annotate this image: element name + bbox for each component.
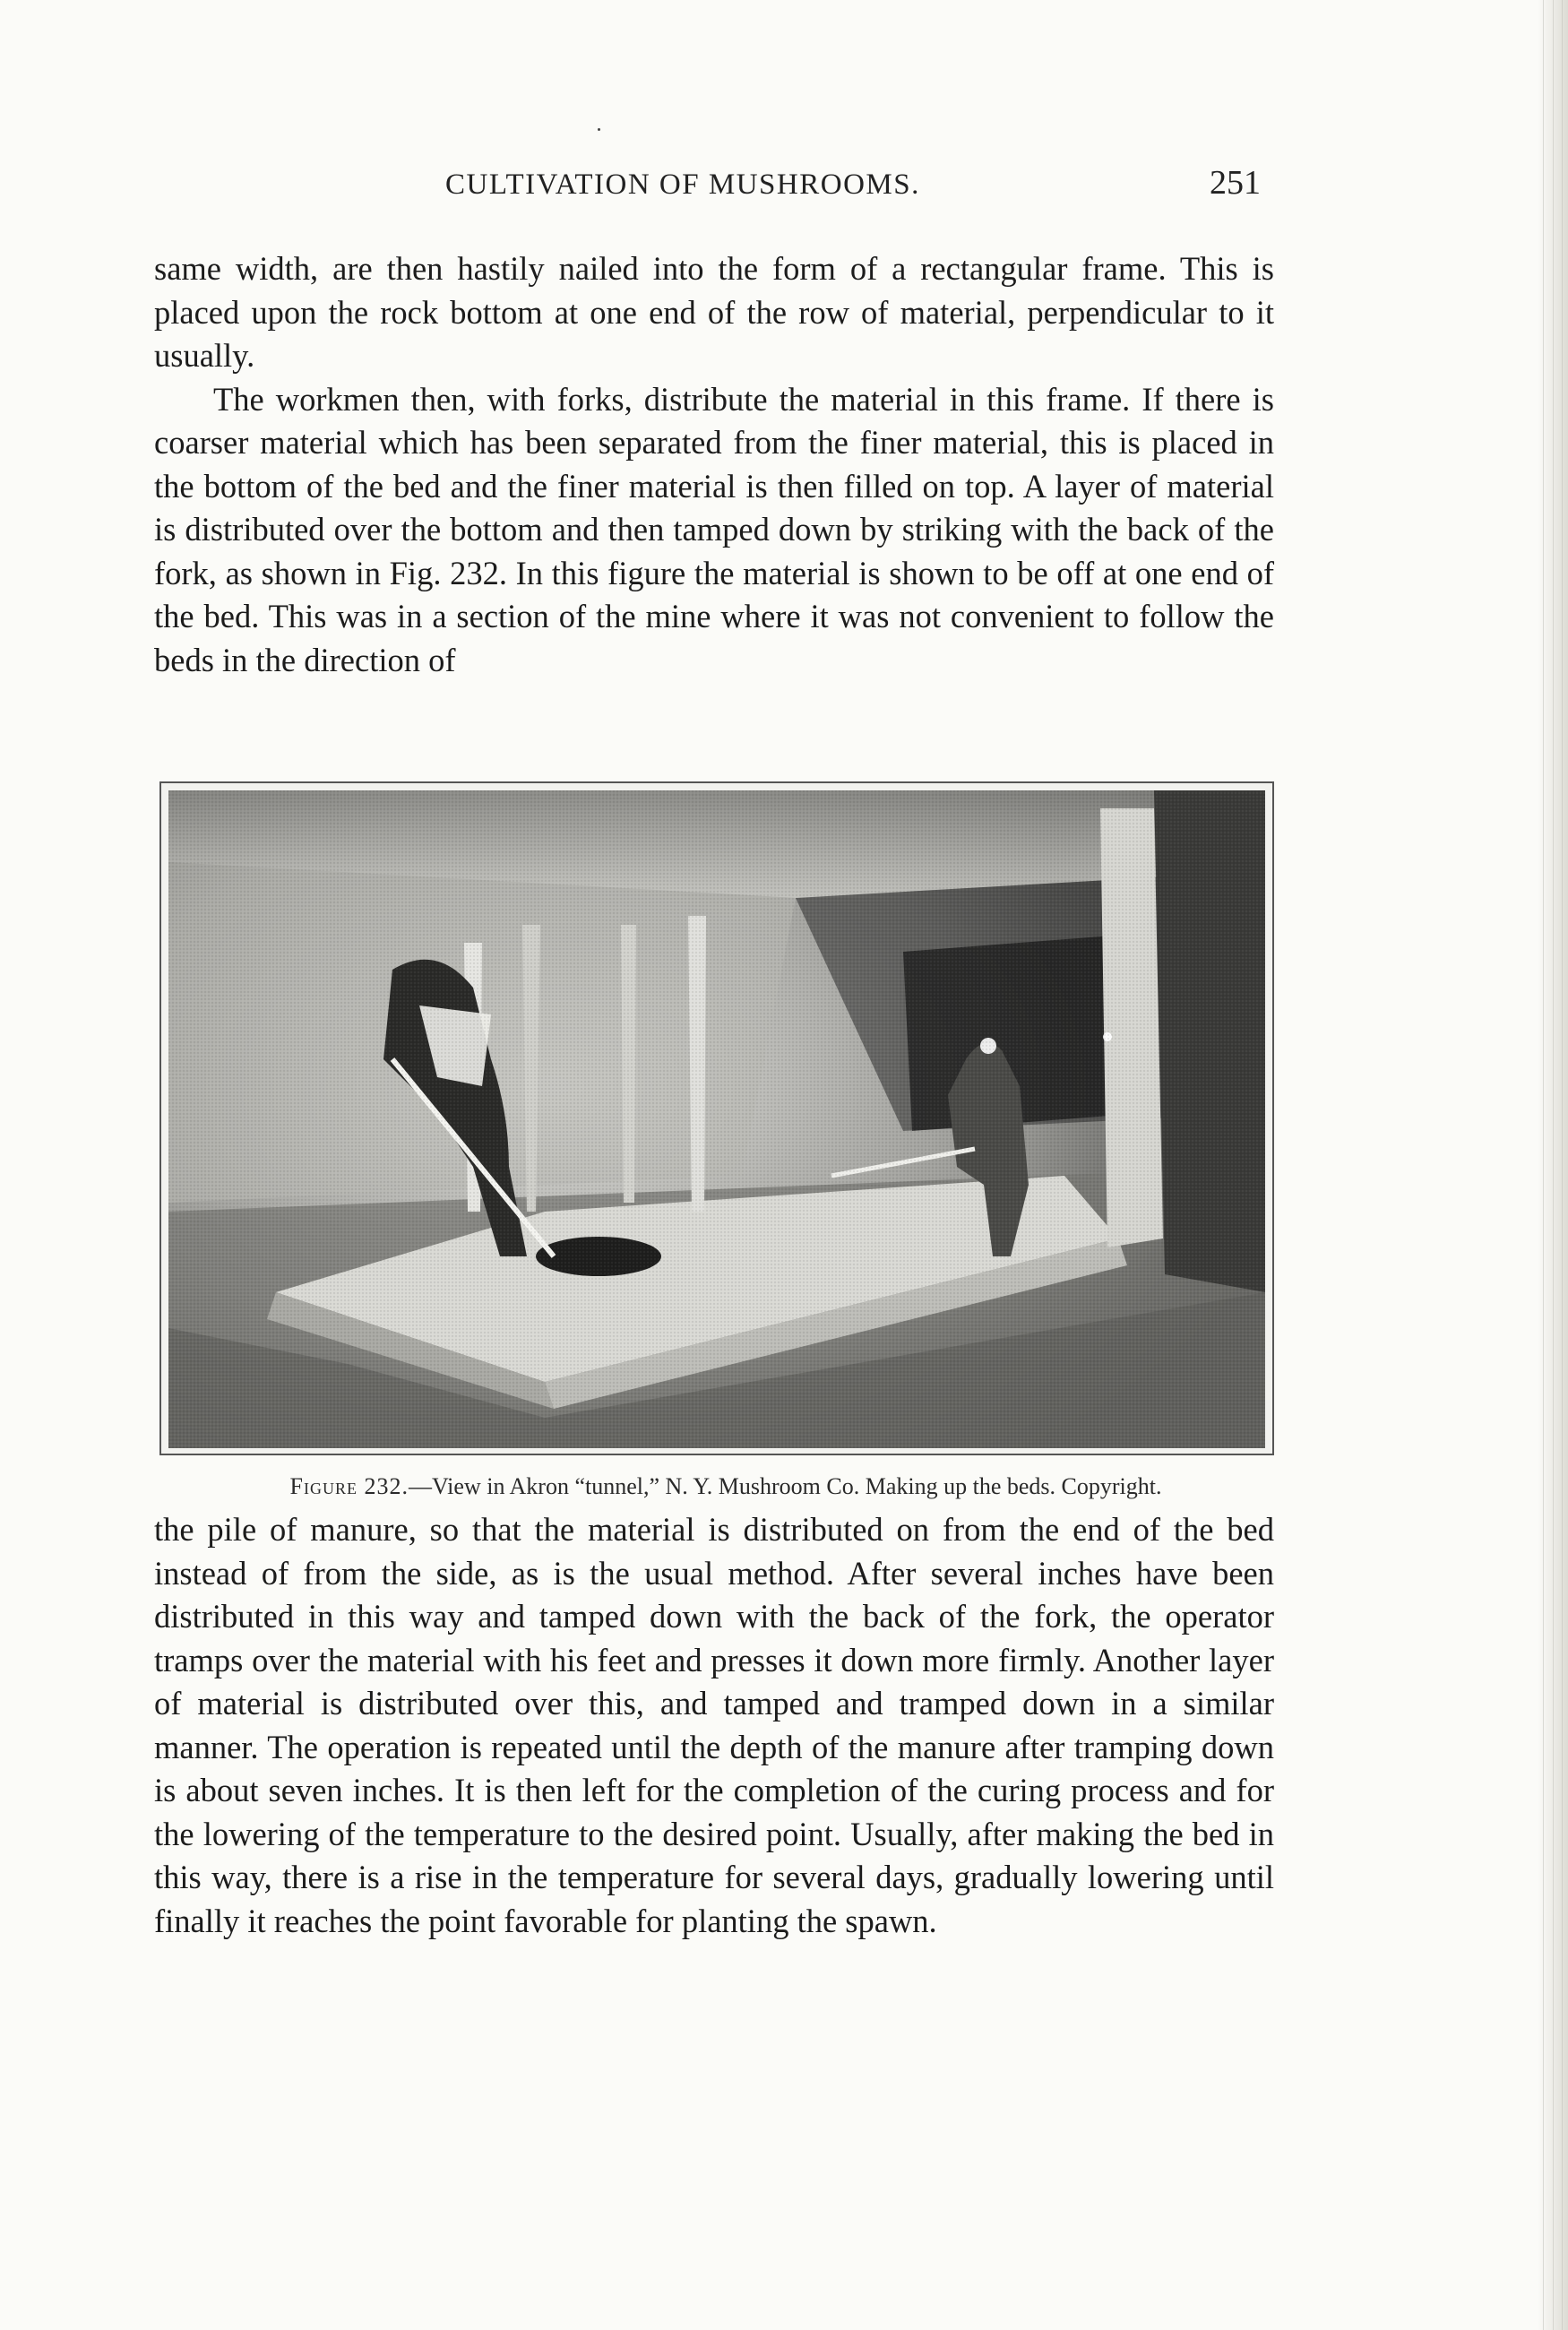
figure-caption-text: —View in Akron “tunnel,” N. Y. Mushroom Co. Making up the beds. Copyright.: [408, 1473, 1162, 1499]
body-text-top: [154, 247, 1274, 682]
page-number: 251: [1210, 164, 1261, 202]
edge-line: [1543, 0, 1544, 2330]
running-head-title: CULTIVATION OF MUSHROOMS.: [445, 168, 920, 201]
paragraph: the pile of manure, so that the material is distributed on from the end of the bed instead of from the side, as is the usual method. After several inches have been distributed in this way and tamped down with the back of the fork, the operator tramps over the material with his feet and presses it down more firmly. Another layer of material is distributed over this, and tamped and tramped down in a similar manner. The operation is repeated until the depth of the manure after tramping down is about seven inches. It is then left for the completion of the curing process and for the lowering of the temperature to the desired point. Usually, after making the bed in this way, there is a rise in the temperature for several days, gradually lowering until finally it reaches the point favorable for planting the spawn.: [154, 1511, 1274, 1939]
ink-speck: [598, 128, 600, 131]
running-head: [0, 164, 1568, 213]
edge-line: [1562, 0, 1563, 2330]
page-edge-shadow: [1538, 0, 1568, 2330]
paragraph: The workmen then, with forks, distribute the material in this frame. If there is coarser material which has been separated from the finer material, this is placed in the bottom of the bed and the finer material is then filled on top. A layer of material is distributed over the bottom and then tamped down by striking with the back of the fork, as shown in Fig. 232. In this figure the material is shown to be off at one end of the bed. This was in a section of the mine where it was not convenient to follow the beds in the direction of: [154, 380, 1274, 678]
paragraph: same width, are then hastily nailed into the form of a rectangular frame. This is placed upon the rock bottom at one end of the row of material, perpendicular to it usually.: [154, 250, 1274, 374]
figure-caption: [197, 1473, 1254, 1500]
edge-line: [1553, 0, 1554, 2330]
figure-232-photo: [159, 781, 1274, 1455]
body-text-bottom: [154, 1508, 1274, 1943]
figure-label: Figure 232.: [289, 1473, 409, 1499]
mine-tunnel-photograph: [168, 790, 1265, 1448]
